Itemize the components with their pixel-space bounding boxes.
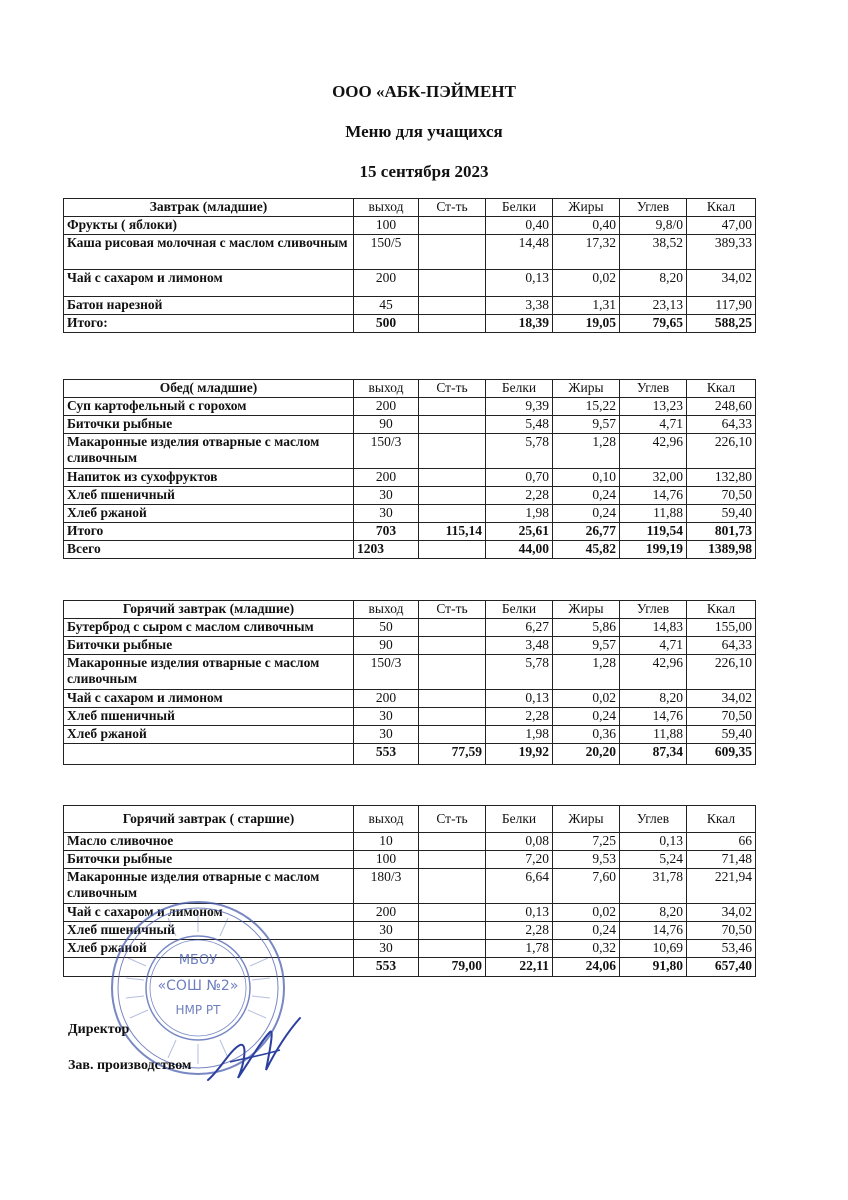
fat-value: 15,22 xyxy=(553,398,620,416)
output-total: 553 xyxy=(354,958,419,977)
carbs-total: 91,80 xyxy=(620,958,687,977)
protein-value: 9,39 xyxy=(486,398,553,416)
output-value: 10 xyxy=(354,833,419,851)
kcal-value: 59,40 xyxy=(687,726,756,744)
output-total: 553 xyxy=(354,744,419,765)
protein-value: 6,64 xyxy=(486,869,553,904)
cost-value xyxy=(419,235,486,270)
col-carbs: Углев xyxy=(620,199,687,217)
kcal-value: 34,02 xyxy=(687,690,756,708)
cost-value xyxy=(419,297,486,315)
col-cost: Ст-ть xyxy=(419,806,486,833)
table-row xyxy=(64,469,756,487)
table-header-row xyxy=(64,806,756,833)
cost-value xyxy=(419,487,486,505)
table-header-row xyxy=(64,601,756,619)
fat-value: 1,28 xyxy=(553,655,620,690)
cost-value xyxy=(419,416,486,434)
kcal-value: 34,02 xyxy=(687,904,756,922)
table-title: Горячий завтрак (младшие) xyxy=(64,601,354,619)
cost-value xyxy=(419,708,486,726)
table-row xyxy=(64,637,756,655)
table-row xyxy=(64,833,756,851)
carbs-value: 14,76 xyxy=(620,708,687,726)
fat-value: 9,57 xyxy=(553,637,620,655)
protein-value: 0,08 xyxy=(486,833,553,851)
table-row xyxy=(64,297,756,315)
total-label: Итого: xyxy=(64,315,354,333)
carbs-value: 4,71 xyxy=(620,416,687,434)
protein-value: 0,13 xyxy=(486,904,553,922)
cost-value xyxy=(419,398,486,416)
dish-name: Хлеб пшеничный xyxy=(64,487,354,505)
total-label: Итого xyxy=(64,523,354,541)
table-breakfast-junior xyxy=(63,198,756,333)
grand-total-label: Всего xyxy=(64,541,354,559)
table-row xyxy=(64,487,756,505)
dish-name: Фрукты ( яблоки) xyxy=(64,217,354,235)
fat-value: 0,02 xyxy=(553,270,620,297)
carbs-value: 11,88 xyxy=(620,505,687,523)
kcal-grand-total: 1389,98 xyxy=(687,541,756,559)
carbs-value: 42,96 xyxy=(620,434,687,469)
output-value: 180/3 xyxy=(354,869,419,904)
fat-value: 0,10 xyxy=(553,469,620,487)
cost-grand-total xyxy=(419,541,486,559)
director-label: Директор xyxy=(68,1022,130,1037)
carbs-value: 4,71 xyxy=(620,637,687,655)
fat-total: 26,77 xyxy=(553,523,620,541)
dish-name: Биточки рыбные xyxy=(64,416,354,434)
protein-value: 6,27 xyxy=(486,619,553,637)
fat-value: 1,31 xyxy=(553,297,620,315)
total-row xyxy=(64,744,756,765)
output-value: 200 xyxy=(354,690,419,708)
protein-value: 5,78 xyxy=(486,655,553,690)
stamp-line-2: «СОШ №2» xyxy=(157,978,239,994)
kcal-value: 64,33 xyxy=(687,416,756,434)
col-fat: Жиры xyxy=(553,601,620,619)
kcal-total: 657,40 xyxy=(687,958,756,977)
table-header-row xyxy=(64,380,756,398)
col-output: выход xyxy=(354,806,419,833)
kcal-total: 588,25 xyxy=(687,315,756,333)
carbs-value: 14,76 xyxy=(620,487,687,505)
protein-total: 25,61 xyxy=(486,523,553,541)
table-row xyxy=(64,851,756,869)
stamp-line-1: МБОУ xyxy=(178,953,218,968)
carbs-value: 14,76 xyxy=(620,922,687,940)
kcal-value: 389,33 xyxy=(687,235,756,270)
dish-name: Бутерброд с сыром с маслом сливочным xyxy=(64,619,354,637)
carbs-value: 0,13 xyxy=(620,833,687,851)
fat-value: 17,32 xyxy=(553,235,620,270)
carbs-grand-total: 199,19 xyxy=(620,541,687,559)
kcal-value: 248,60 xyxy=(687,398,756,416)
fat-total: 24,06 xyxy=(553,958,620,977)
fat-value: 0,24 xyxy=(553,505,620,523)
output-value: 45 xyxy=(354,297,419,315)
output-value: 30 xyxy=(354,940,419,958)
output-total: 500 xyxy=(354,315,419,333)
protein-total: 18,39 xyxy=(486,315,553,333)
table-row xyxy=(64,505,756,523)
col-cost: Ст-ть xyxy=(419,380,486,398)
carbs-total: 87,34 xyxy=(620,744,687,765)
protein-value: 2,28 xyxy=(486,922,553,940)
col-protein: Белки xyxy=(486,380,553,398)
fat-total: 19,05 xyxy=(553,315,620,333)
protein-value: 5,48 xyxy=(486,416,553,434)
protein-value: 14,48 xyxy=(486,235,553,270)
output-value: 150/3 xyxy=(354,434,419,469)
col-protein: Белки xyxy=(486,199,553,217)
cost-total xyxy=(419,315,486,333)
cost-value xyxy=(419,851,486,869)
kcal-value: 70,50 xyxy=(687,487,756,505)
protein-value: 1,98 xyxy=(486,505,553,523)
cost-value xyxy=(419,869,486,904)
col-output: выход xyxy=(354,380,419,398)
dish-name: Хлеб пшеничный xyxy=(64,922,354,940)
col-fat: Жиры xyxy=(553,380,620,398)
table-header-row xyxy=(64,199,756,217)
fat-value: 0,24 xyxy=(553,708,620,726)
carbs-value: 42,96 xyxy=(620,655,687,690)
dish-name: Чай с сахаром и лимоном xyxy=(64,904,354,922)
carbs-value: 32,00 xyxy=(620,469,687,487)
dish-name: Батон нарезной xyxy=(64,297,354,315)
table-row xyxy=(64,690,756,708)
carbs-value: 8,20 xyxy=(620,690,687,708)
dish-name: Суп картофельный с горохом xyxy=(64,398,354,416)
col-kcal: Ккал xyxy=(687,601,756,619)
protein-value: 0,13 xyxy=(486,270,553,297)
output-value: 30 xyxy=(354,487,419,505)
col-carbs: Углев xyxy=(620,806,687,833)
dish-name: Чай с сахаром и лимоном xyxy=(64,270,354,297)
fat-value: 0,32 xyxy=(553,940,620,958)
output-value: 100 xyxy=(354,851,419,869)
cost-value xyxy=(419,217,486,235)
output-value: 100 xyxy=(354,217,419,235)
fat-value: 1,28 xyxy=(553,434,620,469)
table-hot-breakfast-junior xyxy=(63,600,756,765)
dish-name: Биточки рыбные xyxy=(64,637,354,655)
cost-value xyxy=(419,505,486,523)
protein-total: 19,92 xyxy=(486,744,553,765)
dish-name: Хлеб ржаной xyxy=(64,505,354,523)
fat-total: 20,20 xyxy=(553,744,620,765)
table-row xyxy=(64,708,756,726)
protein-value: 2,28 xyxy=(486,487,553,505)
dish-name: Макаронные изделия отварные с маслом сливочным xyxy=(64,655,354,690)
cost-value xyxy=(419,904,486,922)
col-fat: Жиры xyxy=(553,199,620,217)
kcal-value: 226,10 xyxy=(687,434,756,469)
kcal-value: 66 xyxy=(687,833,756,851)
production-head-label: Зав. производством xyxy=(68,1058,192,1073)
fat-grand-total: 45,82 xyxy=(553,541,620,559)
col-output: выход xyxy=(354,601,419,619)
col-cost: Ст-ть xyxy=(419,601,486,619)
cost-value xyxy=(419,922,486,940)
cost-value xyxy=(419,940,486,958)
dish-name: Хлеб пшеничный xyxy=(64,708,354,726)
cost-value xyxy=(419,434,486,469)
col-carbs: Углев xyxy=(620,601,687,619)
dish-name: Каша рисовая молочная с маслом сливочным xyxy=(64,235,354,270)
col-fat: Жиры xyxy=(553,806,620,833)
dish-name: Напиток из сухофруктов xyxy=(64,469,354,487)
organization-name: ООО «АБК-ПЭЙМЕНТ xyxy=(332,82,516,101)
kcal-value: 117,90 xyxy=(687,297,756,315)
fat-value: 0,36 xyxy=(553,726,620,744)
fat-value: 0,24 xyxy=(553,487,620,505)
protein-total: 22,11 xyxy=(486,958,553,977)
stamp-line-3: НМР РТ xyxy=(175,1003,221,1017)
cost-value xyxy=(419,655,486,690)
kcal-total: 609,35 xyxy=(687,744,756,765)
col-kcal: Ккал xyxy=(687,199,756,217)
total-row xyxy=(64,315,756,333)
table-title: Горячий завтрак ( старшие) xyxy=(64,806,354,833)
kcal-value: 70,50 xyxy=(687,922,756,940)
protein-value: 0,40 xyxy=(486,217,553,235)
output-value: 200 xyxy=(354,904,419,922)
output-value: 30 xyxy=(354,505,419,523)
cost-value xyxy=(419,726,486,744)
output-value: 200 xyxy=(354,270,419,297)
carbs-value: 38,52 xyxy=(620,235,687,270)
cost-value xyxy=(419,270,486,297)
fat-value: 9,57 xyxy=(553,416,620,434)
fat-value: 0,24 xyxy=(553,922,620,940)
kcal-value: 221,94 xyxy=(687,869,756,904)
table-row xyxy=(64,434,756,469)
fat-value: 0,02 xyxy=(553,690,620,708)
cost-value xyxy=(419,637,486,655)
table-lunch-junior xyxy=(63,379,756,559)
carbs-value: 31,78 xyxy=(620,869,687,904)
kcal-value: 59,40 xyxy=(687,505,756,523)
protein-value: 5,78 xyxy=(486,434,553,469)
output-value: 90 xyxy=(354,416,419,434)
kcal-value: 132,80 xyxy=(687,469,756,487)
table-row xyxy=(64,270,756,297)
kcal-value: 155,00 xyxy=(687,619,756,637)
cost-value xyxy=(419,469,486,487)
fat-value: 0,40 xyxy=(553,217,620,235)
kcal-value: 71,48 xyxy=(687,851,756,869)
carbs-value: 11,88 xyxy=(620,726,687,744)
output-grand-total: 1203 xyxy=(354,541,419,559)
output-value: 90 xyxy=(354,637,419,655)
dish-name: Макаронные изделия отварные с маслом сливочным xyxy=(64,434,354,469)
grand-total-row xyxy=(64,541,756,559)
table-row xyxy=(64,619,756,637)
dish-name: Чай с сахаром и лимоном xyxy=(64,690,354,708)
carbs-value: 9,8/0 xyxy=(620,217,687,235)
dish-name: Биточки рыбные xyxy=(64,851,354,869)
cost-total: 77,59 xyxy=(419,744,486,765)
col-protein: Белки xyxy=(486,601,553,619)
output-value: 200 xyxy=(354,469,419,487)
table-row xyxy=(64,398,756,416)
output-value: 50 xyxy=(354,619,419,637)
output-value: 30 xyxy=(354,708,419,726)
carbs-total: 79,65 xyxy=(620,315,687,333)
total-label xyxy=(64,744,354,765)
carbs-value: 23,13 xyxy=(620,297,687,315)
col-kcal: Ккал xyxy=(687,380,756,398)
fat-value: 7,25 xyxy=(553,833,620,851)
kcal-value: 70,50 xyxy=(687,708,756,726)
col-carbs: Углев xyxy=(620,380,687,398)
protein-value: 0,70 xyxy=(486,469,553,487)
col-output: выход xyxy=(354,199,419,217)
protein-value: 2,28 xyxy=(486,708,553,726)
kcal-value: 64,33 xyxy=(687,637,756,655)
protein-value: 1,98 xyxy=(486,726,553,744)
kcal-value: 226,10 xyxy=(687,655,756,690)
protein-value: 1,78 xyxy=(486,940,553,958)
col-kcal: Ккал xyxy=(687,806,756,833)
output-value: 200 xyxy=(354,398,419,416)
carbs-value: 8,20 xyxy=(620,270,687,297)
fat-value: 5,86 xyxy=(553,619,620,637)
output-value: 30 xyxy=(354,726,419,744)
director-signature xyxy=(200,1010,310,1090)
output-value: 150/5 xyxy=(354,235,419,270)
cost-total: 79,00 xyxy=(419,958,486,977)
page-title: Меню для учащихся xyxy=(345,122,503,141)
protein-value: 0,13 xyxy=(486,690,553,708)
cost-value xyxy=(419,619,486,637)
table-row xyxy=(64,217,756,235)
kcal-total: 801,73 xyxy=(687,523,756,541)
kcal-value: 53,46 xyxy=(687,940,756,958)
dish-name: Хлеб ржаной xyxy=(64,726,354,744)
fat-value: 7,60 xyxy=(553,869,620,904)
fat-value: 9,53 xyxy=(553,851,620,869)
table-row xyxy=(64,655,756,690)
carbs-value: 14,83 xyxy=(620,619,687,637)
dish-name: Макаронные изделия отварные с маслом сливочным xyxy=(64,869,354,904)
table-row xyxy=(64,235,756,270)
dish-name: Хлеб ржаной xyxy=(64,940,354,958)
output-value: 150/3 xyxy=(354,655,419,690)
col-protein: Белки xyxy=(486,806,553,833)
table-title: Обед( младшие) xyxy=(64,380,354,398)
output-value: 30 xyxy=(354,922,419,940)
table-title: Завтрак (младшие) xyxy=(64,199,354,217)
cost-total: 115,14 xyxy=(419,523,486,541)
col-cost: Ст-ть xyxy=(419,199,486,217)
dish-name: Масло сливочное xyxy=(64,833,354,851)
total-row xyxy=(64,523,756,541)
carbs-total: 119,54 xyxy=(620,523,687,541)
output-total: 703 xyxy=(354,523,419,541)
table-row xyxy=(64,416,756,434)
carbs-value: 5,24 xyxy=(620,851,687,869)
table-row xyxy=(64,726,756,744)
kcal-value: 34,02 xyxy=(687,270,756,297)
carbs-value: 10,69 xyxy=(620,940,687,958)
kcal-value: 47,00 xyxy=(687,217,756,235)
carbs-value: 13,23 xyxy=(620,398,687,416)
cost-value xyxy=(419,833,486,851)
carbs-value: 8,20 xyxy=(620,904,687,922)
cost-value xyxy=(419,690,486,708)
menu-date: 15 сентября 2023 xyxy=(359,162,489,181)
protein-value: 7,20 xyxy=(486,851,553,869)
fat-value: 0,02 xyxy=(553,904,620,922)
protein-value: 3,48 xyxy=(486,637,553,655)
protein-value: 3,38 xyxy=(486,297,553,315)
protein-grand-total: 44,00 xyxy=(486,541,553,559)
